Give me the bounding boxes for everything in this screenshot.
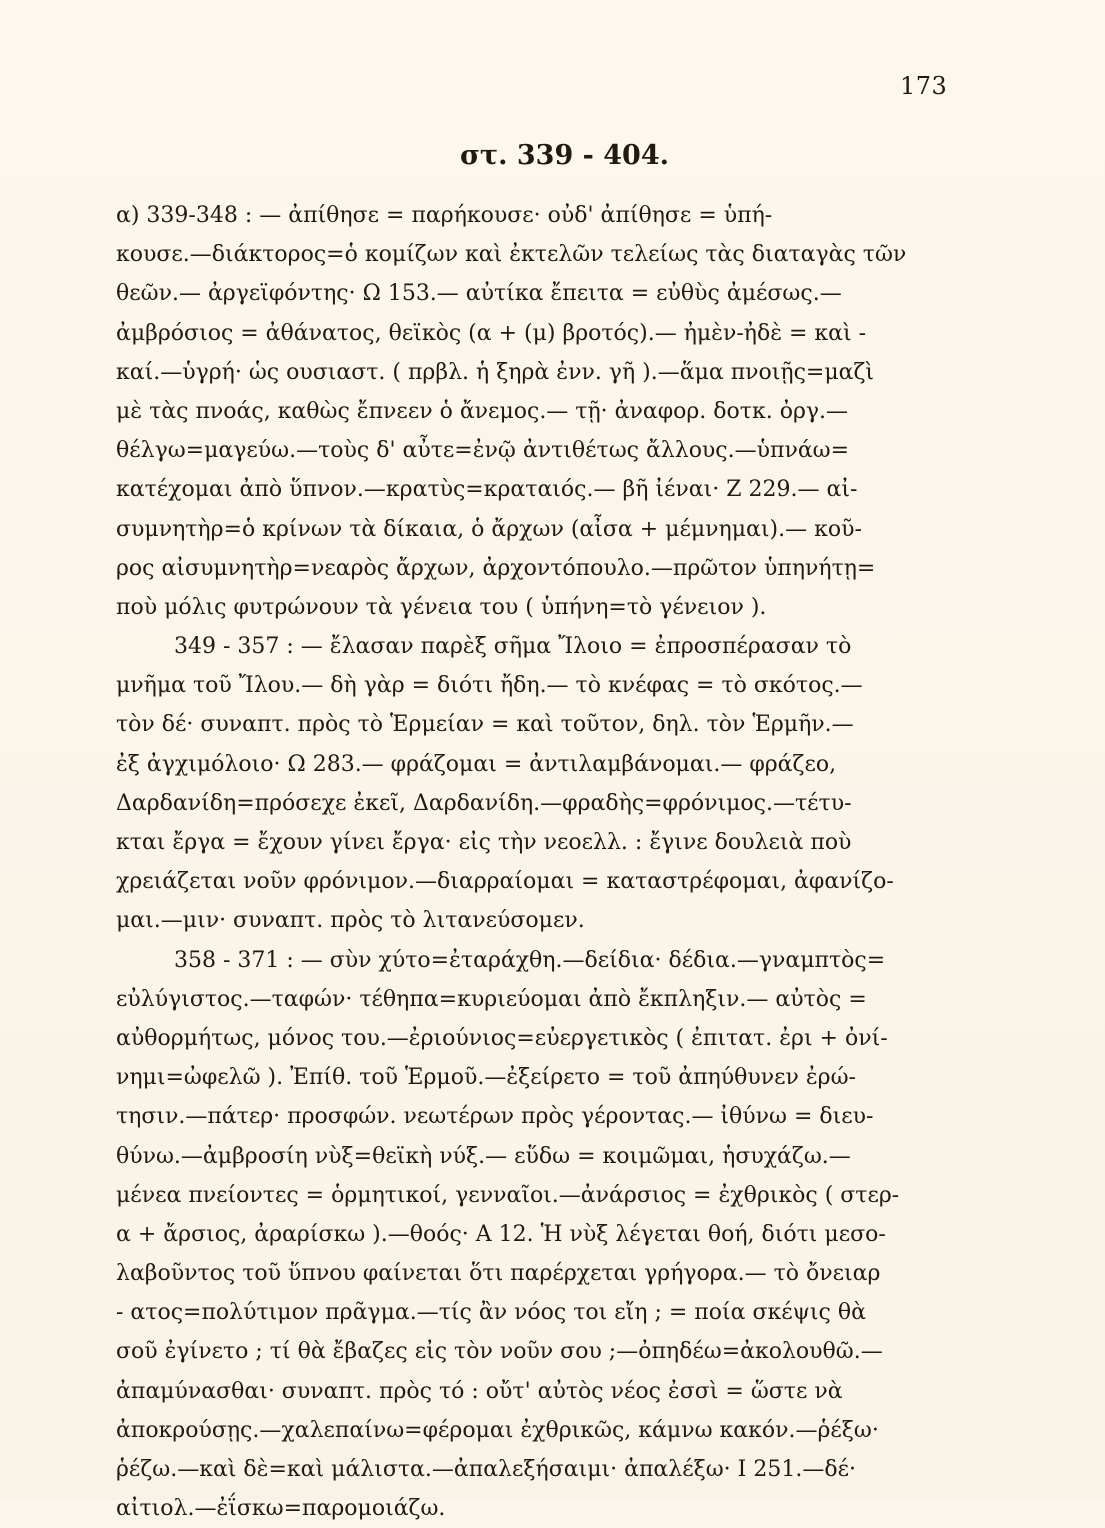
- text-line: Δαρδανίδη=πρόσεχε ἐκεῖ, Δαρδανίδη.—φραδὴς=φρόνιμος.—τέτυ-: [116, 790, 852, 816]
- section-title: στ. 339 - 404.: [460, 140, 669, 171]
- text-line: κται ἔργα = ἔχουν γίνει ἔργα· εἰς τὴν νεοελλ. : ἔγινε δουλειὰ ποὺ: [116, 830, 852, 855]
- text-line: συμνητὴρ=ὁ κρίνων τὰ δίκαια, ὁ ἄρχων (αἶσα + μέμνημαι).— κοῦ-: [116, 516, 862, 542]
- text-line: μὲ τὰς πνοάς, καθὼς ἔπνεεν ὁ ἄνεμος.— τῇ· ἀναφορ. δοτκ. ὀργ.—: [116, 398, 849, 424]
- text-line: τησιν.—πάτερ· προσφών. νεωτέρων πρὸς γέροντας.— ἰθύνω = διευ-: [116, 1104, 874, 1130]
- text-line: θέλγω=μαγεύω.—τοὺς δ' αὖτε=ἐνῷ ἀντιθέτως ἄλλους.—ὑπνάω=: [116, 438, 850, 464]
- text-line: θύνω.—ἀμβροσίη νὺξ=θεϊκὴ νύξ.— εὕδω = κοιμῶμαι, ἡσυχάζω.—: [116, 1143, 851, 1169]
- text-line: θεῶν.— ἀργεϊφόντης· Ω 153.— αὐτίκα ἔπειτα = εὐθὺς ἀμέσως.—: [116, 281, 842, 307]
- text-line: ῥέζω.—καὶ δὲ=καὶ μάλιστα.—ἀπαλεξήσαιμι· ἀπαλέξω· Ι 251.—δέ·: [116, 1457, 856, 1482]
- text-line: 358 - 371 : — σὺν χύτο=ἐταράχθη.—δείδια· δέδια.—γναμπτὸς=: [174, 947, 886, 973]
- text-line: ἐξ ἀγχιμόλοιο· Ω 283.— φράζομαι = ἀντιλαμβάνομαι.— φράζεο,: [116, 751, 837, 777]
- text-line: α + ἄρσιος, ἀραρίσκω ).—θοός· Α 12. Ἡ νὺξ λέγεται θοή, διότι μεσο-: [116, 1221, 886, 1247]
- text-line: χρειάζεται νοῦν φρόνιμον.—διαρραίομαι = καταστρέφομαι, ἀφανίζο-: [116, 869, 894, 895]
- text-line: μνῆμα τοῦ Ἴλου.— δὴ γὰρ = διότι ἤδη.— τὸ κνέφας = τὸ σκότος.—: [116, 673, 863, 699]
- text-line: νημι=ὠφελῶ ). Ἐπίθ. τοῦ Ἑρμοῦ.—ἐξείρετο = τοῦ ἀπηύθυνεν ἐρώ-: [116, 1065, 856, 1091]
- text-line: τὸν δέ· συναπτ. πρὸς τὸ Ἑρμείαν = καὶ τοῦτον, δηλ. τὸν Ἑρμῆν.—: [116, 712, 854, 738]
- text-line: α) 339-348 : — ἀπίθησε = παρήκουσε· οὐδ' ἀπίθησε = ὑπή-: [116, 203, 773, 228]
- text-line: ρος αἰσυμνητὴρ=νεαρὸς ἄρχων, ἀρχοντόπουλο.—πρῶτον ὑπηνήτῃ=: [116, 555, 876, 581]
- text-line: ἀπαμύνασθαι· συναπτ. πρὸς τό : οὔτ' αὐτὸς νέος ἐσσὶ = ὥστε νὰ: [116, 1378, 843, 1404]
- text-line: - ατος=πολύτιμον πρᾶγμα.—τίς ἂν νόος τοι εἴη ; = ποία σκέψις θὰ: [116, 1300, 866, 1326]
- text-line: 349 - 357 : — ἔλασαν παρὲξ σῆμα Ἴλοιο = ἐπροσπέρασαν τὸ: [174, 634, 852, 660]
- text-line: αἰτιολ.—ἐΐσκω=παρομοιάζω.: [116, 1496, 446, 1522]
- text-line: σοῦ ἐγίνετο ; τί θὰ ἔβαζες εἰς τὸν νοῦν σου ;—ὀπηδέω=ἀκολουθῶ.—: [116, 1339, 883, 1365]
- page-number: 173: [900, 72, 948, 100]
- text-line: ἀποκρούσῃς.—χαλεπαίνω=φέρομαι ἐχθρικῶς, κάμνω κακόν.—ῥέξω·: [116, 1417, 879, 1443]
- text-line: μένεα πνείοντες = ὁρμητικοί, γενναῖοι.—ἀνάρσιος = ἐχθρικὸς ( στερ-: [116, 1182, 900, 1208]
- text-line: εὐλύγιστος.—ταφών· τέθηπα=κυριεύομαι ἀπὸ ἔκπληξιν.— αὐτὸς =: [116, 986, 867, 1012]
- text-line: αὐθορμήτως, μόνος του.—ἐριούνιος=εὐεργετικὸς ( ἐπιτατ. ἐρι + ὀνί-: [116, 1025, 888, 1051]
- text-line: κουσε.—διάκτορος=ὁ κομίζων καὶ ἐκτελῶν τελείως τὰς διαταγὰς τῶν: [116, 242, 907, 268]
- text-line: κατέχομαι ἀπὸ ὕπνον.—κρατὺς=κραταιός.— βῆ ἰέναι· Ζ 229.— αἰ-: [116, 477, 858, 503]
- text-line: λαβοῦντος τοῦ ὕπνου φαίνεται ὅτι παρέρχεται γρήγορα.— τὸ ὄνειαρ: [116, 1261, 881, 1287]
- text-line: μαι.—μιν· συναπτ. πρὸς τὸ λιτανεύσομεν.: [116, 908, 585, 934]
- text-line: ἀμβρόσιος = ἀθάνατος, θεϊκὸς (α + (μ) βροτός).— ἠμὲν-ἠδὲ = καὶ -: [116, 320, 867, 346]
- commentary-text: [116, 196, 956, 1528]
- text-line: καί.—ὑγρή· ὡς ουσιαστ. ( πρβλ. ἡ ξηρὰ ἐνν. γῆ ).—ἅμα πνοιῇς=μαζὶ: [116, 359, 875, 385]
- text-line: ποὺ μόλις φυτρώνουν τὰ γένεια του ( ὑπήνη=τὸ γένειον ).: [116, 594, 767, 620]
